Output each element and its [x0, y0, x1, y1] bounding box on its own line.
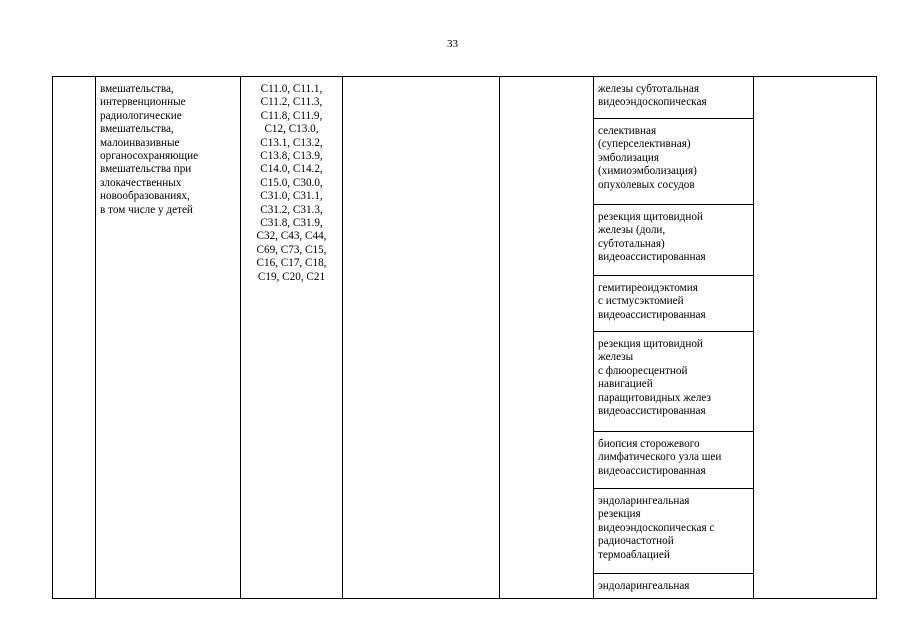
table-row: [53, 77, 877, 599]
method-item: железы субтотальная видеоэндоскопическая: [594, 77, 753, 119]
method-item: эндоларингеальная резекция видеоэндоскопическая с радиочастотной термоаблацией: [594, 489, 753, 574]
method-item: резекция щитовидной железы (доли, субтотальная) видеоассистированная: [594, 205, 753, 276]
icd-codes-cell: [241, 77, 343, 599]
procedures-table: [52, 76, 877, 599]
empty-cell-patient-model: [343, 77, 500, 599]
method-item: селективная (суперселективная) эмболизация (химиоэмболизация) опухолевых сосудов: [594, 119, 753, 205]
method-item: эндоларингеальная: [598, 580, 690, 592]
treatment-methods-cell: [594, 77, 754, 599]
description-text: вмешательства, интервенционные радиологические вмешательства, малоинвазивные органосохраняющие вмешательства при злокачественных новообразованиях, в том числе у детей: [100, 83, 199, 216]
empty-cell-last: [754, 77, 877, 599]
method-item: гемитиреоидэктомия с истмусэктомией видеоассистированная: [594, 276, 753, 332]
page-number: 33: [447, 38, 458, 50]
icd-codes-text: C11.0, C11.1, C11.2, C11.3, C11.8, C11.9, C12, C13.0, C13.1, C13.2, C13.8, C13.9, C14.0, C14.2, C15.0, C30.0, C31.0, C31.1, C31.2, C31.3, C31.8, C31.9, C32, C43, C44, C69, C73, C15, C16, C17, C18, C19, C20, C21: [256, 83, 327, 283]
description-cell: [96, 77, 241, 599]
methods-stack: [594, 77, 753, 598]
method-item: резекция щитовидной железы с флюоресцентной навигацией паращитовидных желез видеоассистированная: [594, 332, 753, 432]
row-number-cell: [53, 77, 96, 599]
empty-cell-treatment-type: [500, 77, 594, 599]
method-item: биопсия сторожевого лимфатического узла шеи видеоассистированная: [594, 432, 753, 489]
